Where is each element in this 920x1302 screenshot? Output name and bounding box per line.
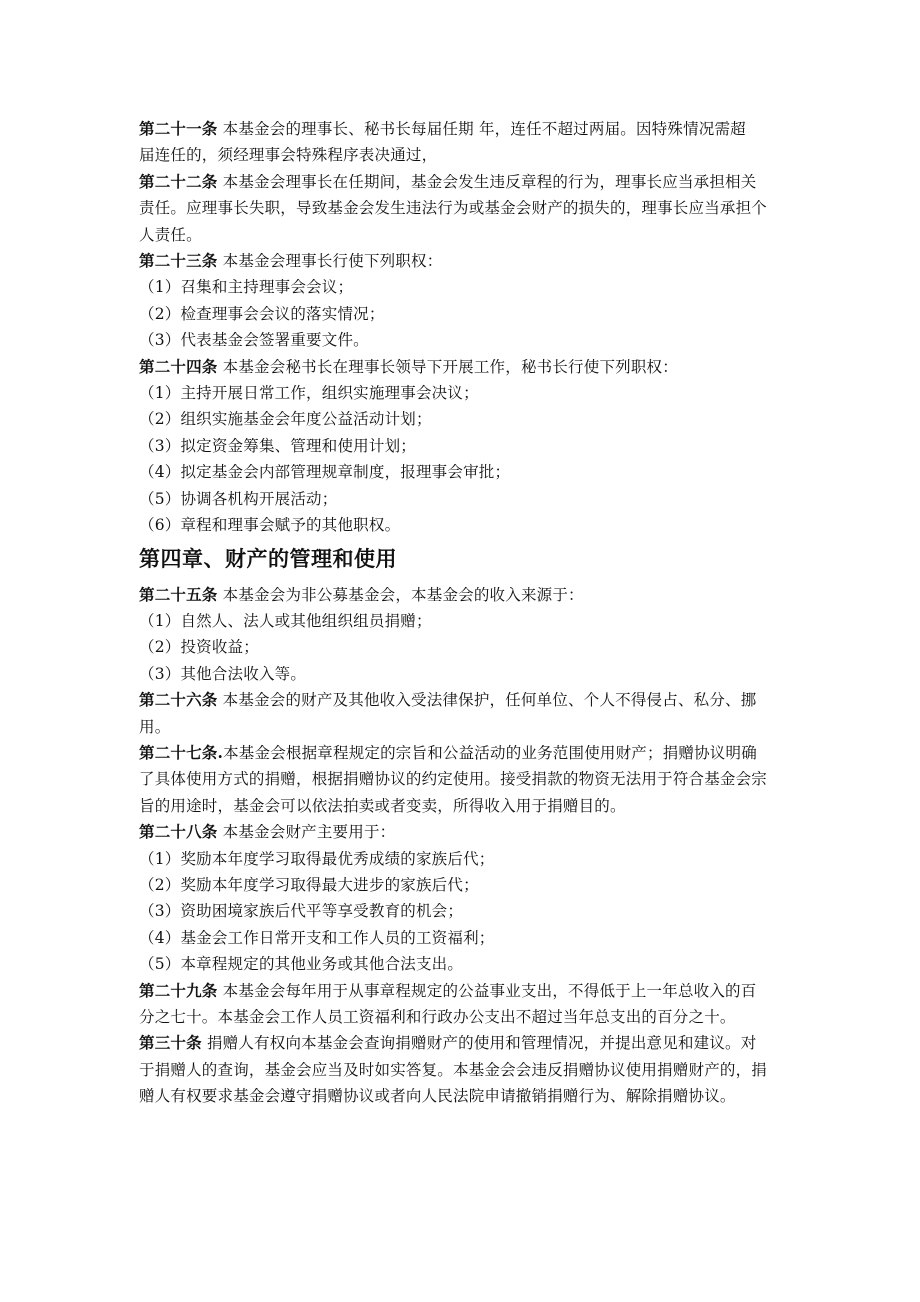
line-text: （1）召集和主持理事会会议；	[139, 278, 354, 297]
line-text: 责任。应理事长失职，导致基金会发生违法行为或基金会财产的损失的，理事长应当承担个	[139, 199, 768, 218]
text-line	[139, 327, 784, 353]
line-text: （2）组织实施基金会年度公益活动计划；	[139, 410, 432, 429]
line-text: 捐赠人有权向本基金会查询捐赠财产的使用和管理情况，并提出意见和建议。对	[201, 1034, 757, 1053]
text-line	[139, 661, 784, 687]
article-number: 第三十条	[139, 1033, 202, 1053]
line-text: （1）主持开展日常工作，组织实施理事会决议；	[139, 384, 479, 403]
text-line	[139, 1083, 784, 1109]
line-text: （2）检查理事会会议的落实情况；	[139, 304, 385, 323]
line-text: （5）协调各机构开展活动；	[139, 489, 338, 508]
article-number: 第二十九条	[139, 980, 218, 1000]
line-text: （5）本章程规定的其他业务或其他合法支出。	[139, 955, 464, 974]
line-text: （4）拟定基金会内部管理规章制度，报理事会审批；	[139, 463, 511, 482]
text-line	[139, 898, 784, 924]
text-line	[139, 1057, 784, 1083]
line-text: 了具体使用方式的捐赠，根据捐赠协议的约定使用。接受捐款的物资无法用于符合基金会宗	[139, 770, 768, 789]
article-number: 第二十三条	[139, 251, 218, 271]
line-text: 本基金会的理事长、秘书长每届任期 年，连任不超过两届。因特殊情况需超	[217, 120, 746, 138]
article-line	[139, 169, 784, 195]
text-line	[139, 142, 784, 168]
article-line	[139, 687, 784, 713]
article-line	[139, 354, 784, 380]
line-text: 分之七十。本基金会工作人员工资福利和行政办公支出不超过当年总支出的百分之十。	[139, 1008, 736, 1026]
line-text: 赠人有权要求基金会遵守捐赠协议或者向人民法院申请撤销捐赠行为、解除捐赠协议。	[139, 1087, 736, 1106]
text-line	[139, 301, 784, 327]
article-number: 第二十七条.	[139, 742, 224, 762]
text-line	[139, 608, 784, 634]
article-line	[139, 582, 784, 608]
text-line	[139, 433, 784, 459]
article-number: 第二十五条	[139, 584, 218, 604]
text-line	[139, 274, 784, 300]
document-page	[139, 116, 784, 1110]
line-text: 本基金会财产主要用于：	[217, 823, 396, 842]
article-number: 第二十二条	[139, 171, 218, 191]
text-line	[139, 846, 784, 872]
line-text: （3）其他合法收入等。	[139, 664, 307, 683]
line-text: （1）奖励本年度学习取得最优秀成绩的家族后代；	[139, 849, 495, 868]
line-text: 于捐赠人的查询，基金会应当及时如实答复。本基金会会违反捐赠协议使用捐赠财产的，捐	[139, 1060, 768, 1079]
text-line	[139, 459, 784, 485]
article-line	[139, 116, 784, 142]
line-text: （3）资助困境家族后代平等享受教育的机会；	[139, 902, 464, 921]
article-number: 第二十八条	[139, 822, 218, 842]
articles-block-chapter-3	[139, 116, 784, 539]
text-line	[139, 634, 784, 660]
text-line	[139, 195, 784, 221]
line-text: 本基金会秘书长在理事长领导下开展工作，秘书长行使下列职权：	[217, 357, 678, 376]
text-line	[139, 766, 784, 792]
text-line	[139, 486, 784, 512]
line-text: 用。	[139, 717, 171, 736]
text-line	[139, 714, 784, 740]
line-text: （2）奖励本年度学习取得最大进步的家族后代；	[139, 875, 479, 894]
text-line	[139, 406, 784, 432]
line-text: （1）自然人、法人或其他组织组员捐赠；	[139, 611, 432, 630]
text-line	[139, 951, 784, 977]
line-text: （2）投资收益；	[139, 638, 259, 657]
line-text: 本基金会每年用于从事章程规定的公益事业支出，不得低于上一年总收入的百	[217, 981, 757, 1000]
line-text: 届连任的，须经理事会特殊程序表决通过，	[139, 146, 438, 165]
line-text: 人责任。	[139, 225, 202, 244]
line-text: （4）基金会工作日常开支和工作人员的工资福利；	[139, 928, 495, 947]
text-line	[139, 925, 784, 951]
text-line	[139, 793, 784, 819]
text-line	[139, 222, 784, 248]
line-text: 旨的用途时，基金会可以依法拍卖或者变卖，所得收入用于捐赠目的。	[139, 796, 626, 815]
line-text: （3）代表基金会签署重要文件。	[139, 331, 369, 350]
text-line	[139, 380, 784, 406]
text-line	[139, 512, 784, 538]
line-text: 本基金会根据章程规定的宗旨和公益活动的业务范围使用财产；捐赠协议明确	[223, 743, 757, 762]
line-text: 本基金会为非公募基金会，本基金会的收入来源于：	[217, 585, 584, 604]
article-number: 第二十四条	[139, 356, 218, 376]
article-line	[139, 248, 784, 274]
line-text: （3）拟定资金筹集、管理和使用计划；	[139, 436, 416, 455]
article-line	[139, 1030, 784, 1056]
article-line	[139, 740, 784, 766]
text-line	[139, 872, 784, 898]
line-text: 本基金会的财产及其他收入受法律保护，任何单位、个人不得侵占、私分、挪	[217, 691, 757, 710]
chapter-title: 第四章、财产的管理和使用	[139, 546, 397, 571]
article-number: 第二十一条	[139, 119, 218, 138]
articles-block-chapter-4	[139, 582, 784, 1110]
article-line	[139, 819, 784, 845]
line-text: （6）章程和理事会赋予的其他职权。	[139, 516, 401, 535]
article-line	[139, 978, 784, 1004]
line-text: 本基金会理事长行使下列职权：	[217, 252, 443, 271]
line-text: 本基金会理事长在任期间，基金会发生违反章程的行为，理事长应当承担相关	[217, 172, 757, 191]
text-line	[139, 1004, 784, 1030]
article-number: 第二十六条	[139, 690, 218, 710]
